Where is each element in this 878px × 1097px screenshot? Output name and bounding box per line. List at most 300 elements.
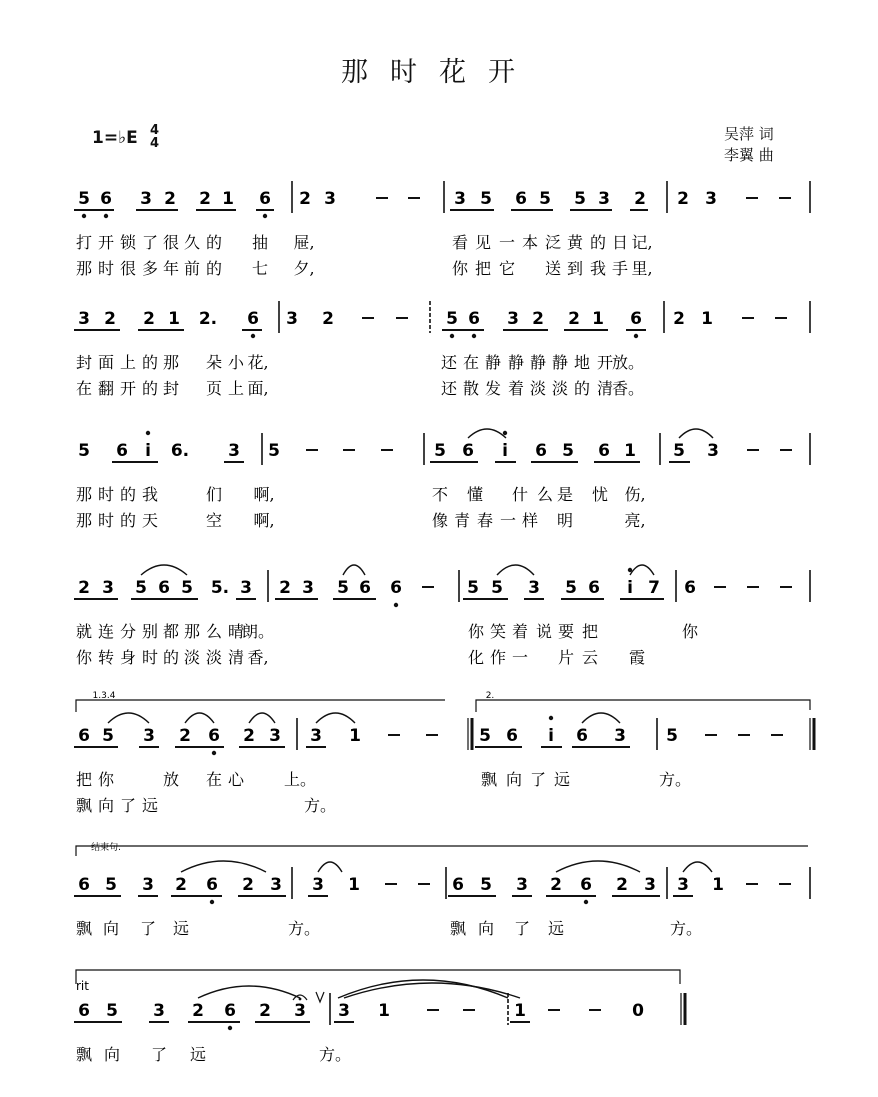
- lyric-verse-2: 页: [205, 379, 223, 398]
- lyricist-credit: 吴萍 词: [724, 125, 774, 143]
- jianpu-note: 1: [168, 309, 180, 329]
- jianpu-note: 5: [78, 189, 90, 209]
- jianpu-note: 3: [269, 726, 281, 746]
- jianpu-note: 6: [506, 726, 518, 746]
- lyric-verse-1: 日: [611, 233, 629, 252]
- jianpu-note: 5: [673, 441, 685, 461]
- jianpu-note: 1: [378, 1001, 390, 1021]
- lyric-verse-1: 说: [535, 622, 553, 641]
- lyric-verse-1: 要: [557, 622, 575, 641]
- jianpu-note: 3: [270, 875, 282, 895]
- lyric-verse-2: 送: [544, 259, 562, 278]
- jianpu-note: 6: [588, 578, 600, 598]
- jianpu-note: 1: [348, 875, 360, 895]
- lyric-verse-1: 面: [97, 353, 115, 372]
- jianpu-note: 1: [514, 1001, 526, 1021]
- jianpu-note: 2: [677, 189, 689, 209]
- octave-dot: [634, 334, 638, 338]
- octave-dot: [472, 334, 476, 338]
- lyric-verse-1: 静: [484, 353, 502, 372]
- jianpu-note: 6.: [170, 441, 190, 461]
- lyric-verse-1: 的: [141, 353, 159, 372]
- breath-mark: [316, 992, 324, 1002]
- lyric-verse-2: 化: [467, 648, 485, 667]
- lyric-verse-1: 晴: [227, 622, 245, 641]
- slur: [185, 713, 214, 723]
- lyric-verse-2: 了: [119, 796, 137, 815]
- second-ending-bracket: [476, 700, 810, 712]
- lyric-verse-2: 手: [611, 259, 629, 278]
- lyric-verse-1: 么: [205, 622, 223, 641]
- lyric-verse-2: 转: [97, 648, 115, 667]
- jianpu-note: 5: [446, 309, 458, 329]
- lyric-verse-1: 了: [139, 919, 157, 938]
- lyric-verse-1: 飘: [449, 919, 467, 938]
- jianpu-note: 5: [539, 189, 551, 209]
- jianpu-note: 3: [140, 189, 152, 209]
- jianpu-note: 5: [78, 441, 90, 461]
- lyric-verse-2: 一: [511, 648, 529, 667]
- time-signature-top: 4: [150, 123, 160, 138]
- lyric-verse-1: 封: [75, 353, 93, 372]
- lyric-verse-1: 都: [162, 622, 180, 641]
- jianpu-note: 3: [310, 726, 322, 746]
- time-signature-bottom: 4: [150, 136, 160, 151]
- lyric-verse-2: 前: [183, 259, 201, 278]
- jianpu-note: 3: [102, 578, 114, 598]
- jianpu-note: 1: [222, 189, 234, 209]
- lyric-verse-2: 上: [227, 379, 245, 398]
- lyric-verse-1: 飘: [480, 770, 498, 789]
- jianpu-note: 3: [312, 875, 324, 895]
- lyric-verse-2: 方。: [303, 796, 337, 815]
- jianpu-note: 3: [707, 441, 719, 461]
- lyric-verse-1: 向: [102, 919, 120, 938]
- lyric-verse-2: 时: [97, 511, 115, 530]
- lyric-verse-2: 我: [589, 259, 607, 278]
- jianpu-note: 2: [568, 309, 580, 329]
- slur: [630, 565, 654, 575]
- lyric-verse-2: 春: [476, 511, 494, 530]
- jianpu-note: i: [145, 441, 151, 461]
- jianpu-note: 6: [247, 309, 259, 329]
- slur: [318, 862, 342, 872]
- jianpu-note: 6: [206, 875, 218, 895]
- lyric-verse-2: 淡: [183, 648, 201, 667]
- key-signature: 1=♭E: [92, 128, 138, 148]
- slur: [679, 429, 713, 438]
- lyric-verse-2: 很: [119, 259, 137, 278]
- lyric-verse-2: 时: [97, 259, 115, 278]
- jianpu-note: 2: [259, 1001, 271, 1021]
- jianpu-note: 3: [153, 1001, 165, 1021]
- octave-dot: [210, 900, 214, 904]
- jianpu-note: 6: [259, 189, 271, 209]
- lyric-verse-1: 看: [451, 233, 469, 252]
- lyric-verse-2: 开: [119, 379, 137, 398]
- lyric-verse-1: 在: [462, 353, 480, 372]
- slur: [249, 713, 275, 723]
- slur: [316, 713, 355, 723]
- jianpu-note: 6: [224, 1001, 236, 1021]
- lyric-verse-2: 一: [499, 511, 517, 530]
- slur: [108, 713, 149, 723]
- jianpu-note: 2: [164, 189, 176, 209]
- lyric-verse-1: 分: [119, 622, 137, 641]
- lyric-verse-2: 的: [205, 259, 223, 278]
- lyric-verse-2: 那: [75, 511, 93, 530]
- lyric-verse-1: 是: [556, 485, 574, 504]
- jianpu-note: 5: [666, 726, 678, 746]
- lyric-verse-2: 片: [557, 648, 575, 667]
- octave-dot: [549, 716, 553, 720]
- lyric-verse-1: 方。: [669, 919, 703, 938]
- jianpu-note: 2: [322, 309, 334, 329]
- jianpu-note: 5: [337, 578, 349, 598]
- lyric-verse-1: 你: [97, 770, 115, 789]
- lyric-verse-1: 打: [75, 233, 93, 252]
- lyric-verse-2: 它: [498, 259, 516, 278]
- jianpu-note: 2: [199, 189, 211, 209]
- lyric-verse-1: 向: [477, 919, 495, 938]
- lyric-verse-1: 着: [511, 622, 529, 641]
- lyric-verse-2: 明: [556, 511, 574, 530]
- jianpu-note: 2: [673, 309, 685, 329]
- jianpu-note: 5: [106, 1001, 118, 1021]
- jianpu-note: 3: [677, 875, 689, 895]
- lyric-verse-1: 不: [431, 485, 449, 504]
- lyric-verse-2: 云: [581, 648, 599, 667]
- fermata-dot: [299, 998, 302, 1001]
- jianpu-note: 3: [240, 578, 252, 598]
- jianpu-note: 6: [116, 441, 128, 461]
- octave-dot: [394, 603, 398, 607]
- lyric-verse-2: 作: [489, 648, 507, 667]
- lyric-verse-2: 清: [227, 648, 245, 667]
- lyric-verse-1: 锁: [119, 233, 137, 252]
- jianpu-note: 6: [580, 875, 592, 895]
- rit-marking: rit: [76, 979, 89, 993]
- lyric-verse-2: 把: [474, 259, 492, 278]
- jianpu-note: 6: [576, 726, 588, 746]
- jianpu-note: 5: [135, 578, 147, 598]
- lyric-verse-1: 懂: [466, 485, 484, 504]
- lyric-verse-2: 年: [162, 259, 180, 278]
- song-title: 那时花开: [341, 57, 537, 88]
- jianpu-note: 6: [462, 441, 474, 461]
- lyric-verse-1: 笑: [489, 622, 507, 641]
- jianpu-note: 1: [592, 309, 604, 329]
- lyric-verse-1: 那: [183, 622, 201, 641]
- lyric-verse-2: 封: [162, 379, 180, 398]
- lyric-verse-2: 淡: [205, 648, 223, 667]
- lyric-verse-1: 黄: [566, 233, 584, 252]
- jianpu-note: 6: [630, 309, 642, 329]
- jianpu-note: 6: [452, 875, 464, 895]
- jianpu-note: 5.: [210, 578, 230, 598]
- jianpu-note: 2: [179, 726, 191, 746]
- coda-bracket: [76, 846, 808, 856]
- lyric-verse-1: 向: [103, 1045, 121, 1064]
- lyric-verse-1: 开: [97, 233, 115, 252]
- jianpu-note: 3: [78, 309, 90, 329]
- jianpu-note: 3: [302, 578, 314, 598]
- lyric-verse-1: 飘: [75, 919, 93, 938]
- jianpu-note: 6: [390, 578, 402, 598]
- jianpu-note: 1: [624, 441, 636, 461]
- lyric-verse-1: 开: [596, 353, 614, 372]
- lyric-verse-2: 空: [205, 511, 223, 530]
- lyric-verse-2: 向: [97, 796, 115, 815]
- jianpu-note: 2: [634, 189, 646, 209]
- lyric-verse-1: 方。: [658, 770, 692, 789]
- lyric-verse-2: 多: [141, 259, 159, 278]
- slur: [556, 861, 640, 872]
- lyric-verse-1: 远: [172, 919, 190, 938]
- lyric-verse-1: 朗。: [241, 622, 275, 641]
- lyric-verse-1: 小: [227, 353, 245, 372]
- jianpu-note: 5: [565, 578, 577, 598]
- lyric-verse-2: 香,: [247, 648, 269, 667]
- lyric-verse-1: 见: [474, 233, 492, 252]
- jianpu-note: 2: [550, 875, 562, 895]
- jianpu-note: i: [548, 726, 554, 746]
- jianpu-note: 1: [349, 726, 361, 746]
- lyric-verse-1: 地: [573, 353, 591, 372]
- lyric-verse-1: 还: [440, 353, 458, 372]
- jianpu-note: 2: [532, 309, 544, 329]
- jianpu-note: 6: [598, 441, 610, 461]
- jianpu-note: 3: [142, 875, 154, 895]
- lyric-verse-2: 里,: [631, 259, 653, 278]
- jianpu-note: 3: [286, 309, 298, 329]
- slur: [181, 861, 266, 872]
- lyric-verse-1: 在: [205, 770, 223, 789]
- jianpu-note: 5: [480, 189, 492, 209]
- jianpu-note: 2: [616, 875, 628, 895]
- lyric-verse-1: 静: [551, 353, 569, 372]
- lyric-verse-2: 香。: [611, 379, 645, 398]
- lyric-verse-2: 面,: [247, 379, 269, 398]
- composer-credit: 李翼 曲: [724, 146, 774, 164]
- lyric-verse-1: 花,: [247, 353, 269, 372]
- lyric-verse-2: 到: [566, 259, 584, 278]
- octave-dot: [212, 751, 216, 755]
- lyric-verse-1: 我: [141, 485, 159, 504]
- lyric-verse-2: 飘: [75, 796, 93, 815]
- octave-dot: [228, 1026, 232, 1030]
- lyric-verse-2: 你: [75, 648, 93, 667]
- lyric-verse-1: 把: [581, 622, 599, 641]
- lyric-verse-2: 青: [453, 511, 471, 530]
- jianpu-note: 6: [359, 578, 371, 598]
- lyric-verse-1: 别: [141, 622, 159, 641]
- lyric-verse-2: 远: [141, 796, 159, 815]
- jianpu-note: 6: [535, 441, 547, 461]
- jianpu-note: 5: [480, 875, 492, 895]
- jianpu-note: 6: [100, 189, 112, 209]
- jianpu-note: 5: [562, 441, 574, 461]
- octave-dot: [146, 431, 150, 435]
- lyric-verse-1: 本: [521, 233, 539, 252]
- lyric-verse-1: 们: [205, 485, 223, 504]
- lyric-verse-2: 霞: [628, 648, 646, 667]
- jianpu-note: 2: [279, 578, 291, 598]
- jianpu-note: 5: [479, 726, 491, 746]
- jianpu-note: 2.: [198, 309, 218, 329]
- lyric-verse-1: 泛: [544, 233, 562, 252]
- lyric-verse-1: 上。: [283, 770, 317, 789]
- slur: [468, 429, 506, 438]
- jianpu-note: 5: [434, 441, 446, 461]
- lyric-verse-1: 静: [507, 353, 525, 372]
- jianpu-note: 3: [294, 1001, 306, 1021]
- jianpu-note: 3: [228, 441, 240, 461]
- jianpu-note: 6: [515, 189, 527, 209]
- lyric-verse-1: 那: [75, 485, 93, 504]
- lyric-verse-1: 很: [162, 233, 180, 252]
- jianpu-note: i: [627, 578, 633, 598]
- lyric-verse-2: 啊,: [253, 511, 275, 530]
- lyric-verse-1: 了: [513, 919, 531, 938]
- lyric-verse-1: 的: [589, 233, 607, 252]
- lyric-verse-1: 上: [119, 353, 137, 372]
- jianpu-note: 5: [181, 578, 193, 598]
- jianpu-note: 3: [598, 189, 610, 209]
- lyric-verse-1: 远: [553, 770, 571, 789]
- jianpu-note: 6: [684, 578, 696, 598]
- lyric-verse-2: 在: [75, 379, 93, 398]
- lyric-verse-2: 发: [484, 379, 502, 398]
- lyric-verse-2: 淡: [551, 379, 569, 398]
- slur: [198, 986, 300, 998]
- slur: [683, 862, 712, 872]
- lyric-verse-1: 远: [547, 919, 565, 938]
- jianpu-note: 3: [143, 726, 155, 746]
- lyric-verse-2: 时: [141, 648, 159, 667]
- jianpu-note: 5: [491, 578, 503, 598]
- jianpu-note: 0: [632, 1001, 644, 1021]
- lyric-verse-2: 散: [462, 379, 480, 398]
- lyric-verse-1: 屉,: [293, 233, 315, 252]
- lyric-verse-1: 向: [505, 770, 523, 789]
- jianpu-note: 6: [208, 726, 220, 746]
- octave-dot: [251, 334, 255, 338]
- lyric-verse-1: 就: [75, 622, 93, 641]
- lyric-verse-2: 的: [141, 379, 159, 398]
- lyric-verse-1: 什: [511, 485, 529, 504]
- lyric-verse-1: 飘: [75, 1045, 93, 1064]
- lyric-verse-2: 清: [596, 379, 614, 398]
- jianpu-note: 2: [243, 726, 255, 746]
- lyric-verse-1: 的: [119, 485, 137, 504]
- jianpu-note: 7: [648, 578, 660, 598]
- lyric-verse-2: 七: [251, 259, 269, 278]
- lyric-verse-1: 放: [162, 770, 180, 789]
- jianpu-note: 6: [78, 875, 90, 895]
- lyric-verse-1: 那: [162, 353, 180, 372]
- lyric-verse-1: 朵: [205, 353, 223, 372]
- jianpu-note: 3: [507, 309, 519, 329]
- slur: [582, 713, 620, 723]
- slur: [141, 565, 187, 575]
- jianpu-note: 3: [516, 875, 528, 895]
- jianpu-note: 3: [454, 189, 466, 209]
- lyric-verse-1: 了: [150, 1045, 168, 1064]
- jianpu-note: 2: [175, 875, 187, 895]
- jianpu-note: 1: [701, 309, 713, 329]
- jianpu-note: 2: [192, 1001, 204, 1021]
- lyric-verse-2: 的: [573, 379, 591, 398]
- lyric-verse-2: 样: [521, 511, 539, 530]
- lyric-verse-1: 的: [205, 233, 223, 252]
- lyric-verse-1: 你: [467, 622, 485, 641]
- jianpu-note: 6: [468, 309, 480, 329]
- jianpu-note: 3: [338, 1001, 350, 1021]
- lyric-verse-2: 那: [75, 259, 93, 278]
- slur: [344, 983, 520, 998]
- lyric-verse-2: 你: [451, 259, 469, 278]
- slur: [497, 565, 534, 575]
- lyric-verse-2: 着: [507, 379, 525, 398]
- lyric-verse-1: 忧: [591, 485, 609, 504]
- lyric-verse-2: 像: [431, 511, 449, 530]
- lyric-verse-1: 一: [498, 233, 516, 252]
- lyric-verse-2: 亮,: [624, 511, 646, 530]
- lyric-verse-1: 抽: [251, 233, 269, 252]
- octave-dot: [584, 900, 588, 904]
- jianpu-note: 3: [528, 578, 540, 598]
- lyric-verse-1: 么: [536, 485, 554, 504]
- jianpu-note: 1: [712, 875, 724, 895]
- rit-bracket: [76, 970, 680, 984]
- jianpu-note: 2: [242, 875, 254, 895]
- lyric-verse-1: 把: [75, 770, 93, 789]
- jianpu-note: 5: [105, 875, 117, 895]
- lyric-verse-1: 方。: [318, 1045, 352, 1064]
- jianpu-note: 2: [143, 309, 155, 329]
- second-ending-label: 2.: [485, 691, 495, 701]
- first-ending-bracket: [76, 700, 445, 712]
- jianpu-note: 6: [78, 1001, 90, 1021]
- jianpu-note: 6: [158, 578, 170, 598]
- jianpu-note: 6: [78, 726, 90, 746]
- lyric-verse-1: 心: [227, 770, 245, 789]
- lyric-verse-1: 久: [183, 233, 201, 252]
- jianpu-note: 2: [299, 189, 311, 209]
- jianpu-note: 5: [102, 726, 114, 746]
- lyric-verse-1: 了: [529, 770, 547, 789]
- lyric-verse-1: 啊,: [253, 485, 275, 504]
- jianpu-note: 5: [467, 578, 479, 598]
- first-ending-label: 1.3.4: [92, 691, 116, 701]
- lyric-verse-2: 身: [119, 648, 137, 667]
- octave-dot: [450, 334, 454, 338]
- lyric-verse-1: 静: [529, 353, 547, 372]
- lyric-verse-1: 时: [97, 485, 115, 504]
- lyric-verse-1: 了: [141, 233, 159, 252]
- lyric-verse-2: 的: [162, 648, 180, 667]
- coda-label: 结束句.: [91, 843, 121, 853]
- lyric-verse-1: 方。: [287, 919, 321, 938]
- lyric-verse-2: 夕,: [293, 259, 315, 278]
- jianpu-note: 2: [78, 578, 90, 598]
- octave-dot: [104, 214, 108, 218]
- jianpu-note: 3: [324, 189, 336, 209]
- lyric-verse-2: 淡: [529, 379, 547, 398]
- jianpu-note: 3: [705, 189, 717, 209]
- jianpu-note: 2: [104, 309, 116, 329]
